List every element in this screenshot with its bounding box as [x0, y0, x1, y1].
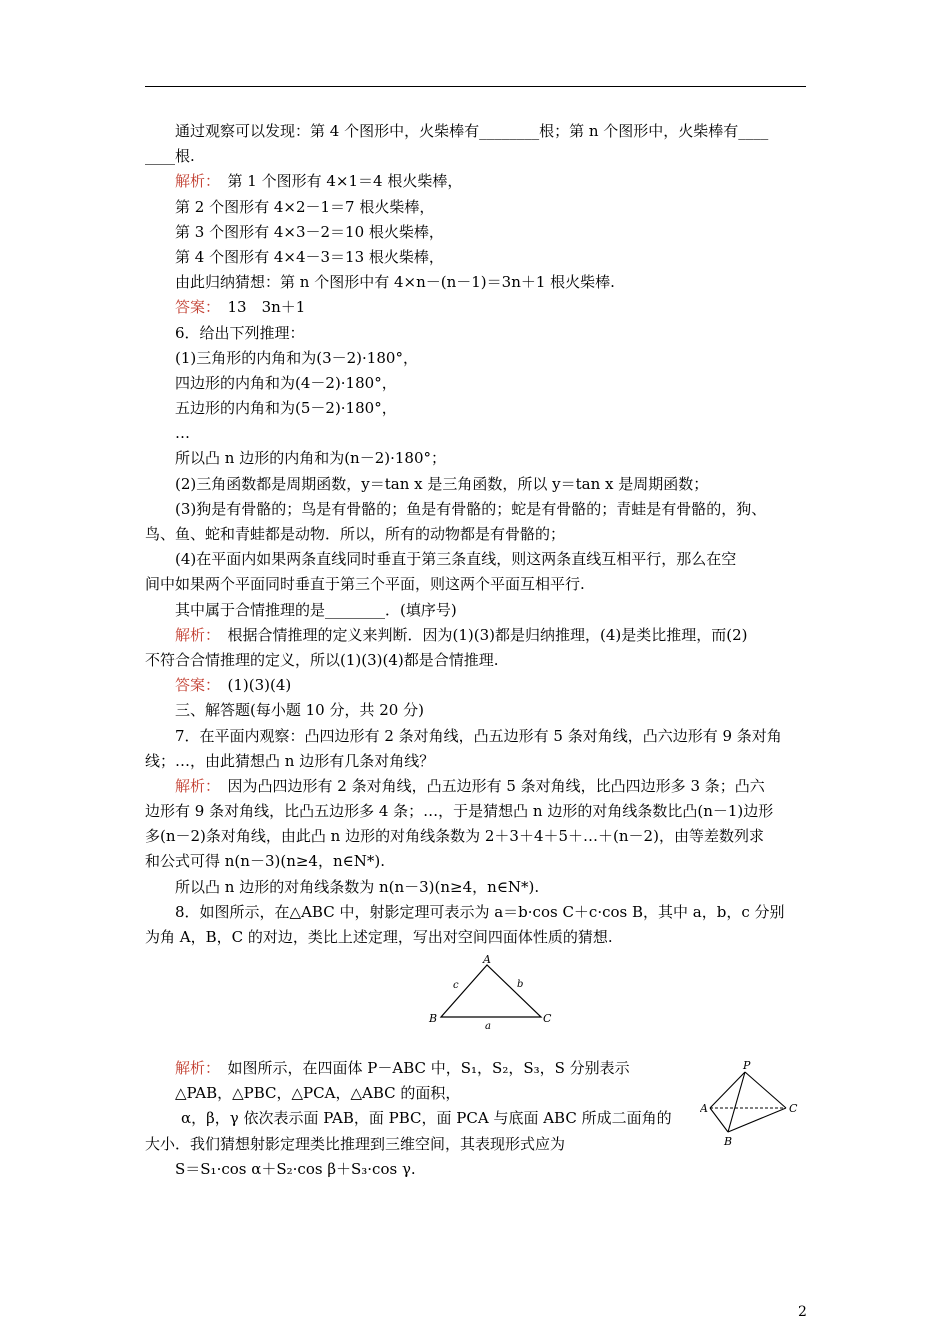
text-line [145, 799, 806, 824]
text-line [145, 547, 806, 572]
text-line [145, 321, 806, 346]
line-text: 四边形的内角和为(4－2)·180°， [175, 373, 397, 392]
text-line [145, 270, 806, 295]
text-line [145, 1056, 685, 1081]
line-text: 通过观察可以发现：第 4 个图形中，火柴棒有________根；第 n 个图形中，火柴棒有____ [175, 122, 769, 140]
line-text: 不符合合情推理的定义，所以(1)(3)(4)都是合情推理. [145, 650, 499, 669]
line-text: 13 3n＋1 [212, 298, 306, 317]
line-text: 三、解答题(每小题 10 分，共 20 分) [175, 701, 424, 720]
line-text: (1)三角形的内角和为(3－2)·180°， [175, 348, 418, 367]
line-text: (4)在平面内如果两条直线同时垂直于第三条直线，则这两条直线互相平行，那么在空 [175, 550, 737, 569]
text-line [145, 749, 806, 774]
tri-label-A: A [483, 953, 491, 966]
line-text: 6．给出下列推理： [175, 323, 305, 342]
line-text: 8．如图所示，在△ABC 中，射影定理可表示为 a＝b·cos C＋c·cos B，其中 a，b，c 分别 [175, 902, 785, 921]
line-text: ____根. [145, 147, 195, 166]
text-line [145, 623, 806, 648]
line-text: 线；…，由此猜想凸 n 边形有几条对角线？ [145, 751, 435, 770]
line-text: 五边形的内角和为(5－2)·180°， [175, 399, 397, 418]
text-line [145, 1157, 685, 1182]
tet-label-A: A [700, 1102, 708, 1115]
line-text: 和公式可得 n(n－3)(n≥4，n∈N*). [145, 852, 385, 871]
text-line [145, 673, 806, 698]
page-number: 2 [798, 1304, 807, 1320]
line-text: 鸟、鱼、蛇和青蛙都是动物．所以，所有的动物都是有骨骼的； [145, 525, 566, 543]
document-body [145, 119, 806, 950]
line-text: 第 1 个图形有 4×1＝4 根火柴棒， [212, 172, 463, 191]
text-line [145, 119, 806, 144]
answer-label: 解析： [175, 1059, 213, 1077]
line-text: 所以凸 n 边形的对角线条数为 n(n－3)(n≥4，n∈N*). [175, 877, 540, 896]
line-text: S＝S₁·cos α＋S₂·cos β＋S₃·cos γ. [175, 1159, 416, 1178]
line-text: 由此归纳猜想：第 n 个图形中有 4×n－(n－1)＝3n＋1 根火柴棒. [175, 273, 615, 292]
line-text: 多(n－2)条对角线，由此凸 n 边形的对角线条数为 2＋3＋4＋5＋…＋(n－2)，由等差数列求 [145, 827, 764, 846]
text-line [145, 724, 806, 749]
text-line [145, 346, 806, 371]
tet-label-C: C [789, 1102, 798, 1115]
text-line [145, 497, 806, 522]
text-line [145, 472, 806, 497]
tri-label-C: C [543, 1012, 552, 1025]
text-line [145, 824, 806, 849]
line-text: 如图所示，在四面体 P－ABC 中，S₁，S₂，S₃，S 分别表示 [212, 1059, 630, 1077]
triangle-figure [425, 953, 555, 1035]
text-line [145, 1106, 685, 1131]
text-line [145, 1081, 685, 1106]
line-text: (1)(3)(4) [212, 676, 292, 695]
text-line [145, 396, 806, 421]
text-line [145, 900, 806, 925]
line-text: 第 3 个图形有 4×3－2＝10 根火柴棒， [175, 222, 444, 241]
tet-label-B: B [724, 1135, 733, 1148]
text-line [145, 774, 806, 799]
tet-label-P: P [743, 1059, 751, 1072]
line-text: 第 2 个图形有 4×2－1＝7 根火柴棒， [175, 197, 435, 216]
text-line [145, 875, 806, 900]
text-line [145, 598, 806, 623]
line-text: (2)三角函数都是周期函数，y＝tan x 是三角函数，所以 y＝tan x 是周期函数； [175, 474, 709, 493]
line-text: … [175, 424, 190, 443]
line-text: 其中属于合情推理的是________．(填序号) [175, 600, 457, 619]
line-text: 根据合情推理的定义来判断．因为(1)(3)都是归纳推理，(4)是类比推理，而(2) [212, 625, 748, 644]
text-line [145, 421, 806, 446]
section8-solution [145, 1056, 685, 1182]
text-line [145, 849, 806, 874]
tri-label-c: c [453, 980, 459, 991]
line-text: 间中如果两个平面同时垂直于第三个平面，则这两个平面互相平行. [145, 575, 585, 594]
text-line [145, 925, 806, 950]
text-line [145, 446, 806, 471]
text-line [145, 648, 806, 673]
text-line [145, 295, 806, 320]
text-line [145, 698, 806, 723]
line-text: 因为凸四边形有 2 条对角线，凸五边形有 5 条对角线，比凸四边形多 3 条；凸六 [212, 776, 765, 795]
text-line [145, 220, 806, 245]
answer-label: 解析： [175, 172, 213, 191]
text-line [145, 371, 806, 396]
answer-label: 答案： [175, 298, 213, 317]
line-text: 7．在平面内观察：凸四边形有 2 条对角线，凸五边形有 5 条对角线，凸六边形有 9 条对角 [175, 726, 782, 745]
line-text: 边形有 9 条对角线，比凸五边形多 4 条；…，于是猜想凸 n 边形的对角线条数比凸(n－1)边形 [145, 802, 774, 821]
answer-label: 答案： [175, 676, 213, 695]
text-line [145, 169, 806, 194]
header-rule [145, 86, 806, 87]
tetrahedron-figure [700, 1058, 805, 1150]
tri-label-a: a [485, 1021, 491, 1032]
line-text: (3)狗是有骨骼的；鸟是有骨骼的；鱼是有骨骼的；蛇是有骨骼的；青蛙是有骨骼的，狗、 [175, 499, 767, 518]
text-line [145, 1132, 685, 1157]
line-text: 所以凸 n 边形的内角和为(n－2)·180°； [175, 449, 447, 468]
line-text: △PAB，△PBC，△PCA，△ABC 的面积， [175, 1084, 461, 1103]
text-line [145, 245, 806, 270]
text-line [145, 572, 806, 597]
line-text: 为角 A，B，C 的对边，类比上述定理，写出对空间四面体性质的猜想. [145, 928, 613, 946]
tri-label-b: b [517, 979, 524, 990]
answer-label: 解析： [175, 625, 213, 644]
answer-label: 解析： [175, 776, 213, 795]
line-text: α，β，γ 依次表示面 PAB，面 PBC，面 PCA 与底面 ABC 所成二面角的 [181, 1109, 672, 1128]
line-text: 第 4 个图形有 4×4－3＝13 根火柴棒， [175, 247, 444, 266]
tri-label-B: B [429, 1012, 438, 1025]
line-text: 大小．我们猜想射影定理类比推理到三维空间，其表现形式应为 [145, 1134, 566, 1153]
text-line [145, 195, 806, 220]
text-line [145, 144, 806, 169]
text-line [145, 522, 806, 547]
